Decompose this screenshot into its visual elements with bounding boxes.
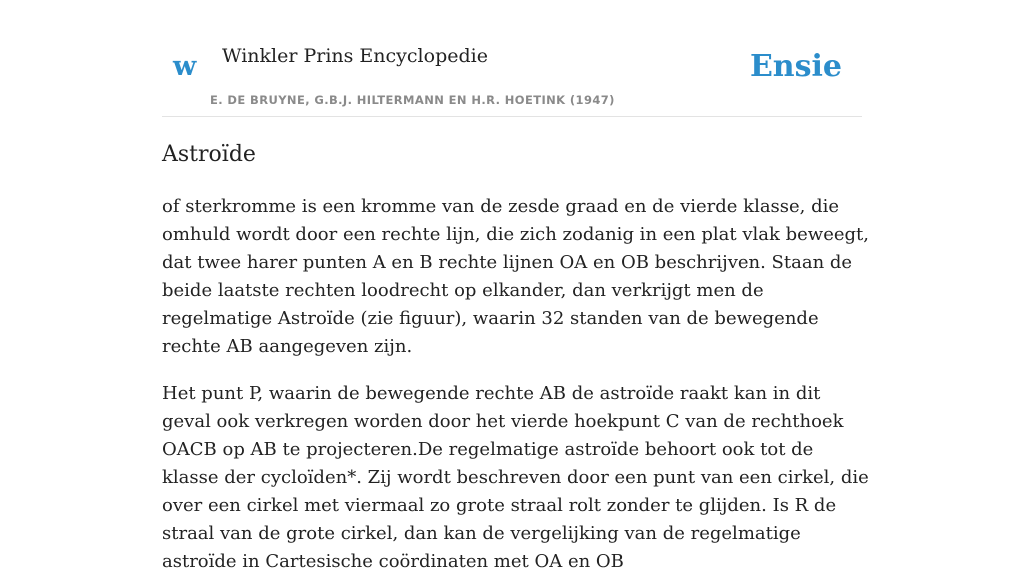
article	[162, 140, 874, 576]
book-authors: E. DE BRUYNE, G.B.J. HILTERMANN EN H.R. HOETINK (1947)	[210, 93, 615, 107]
site-header	[162, 0, 862, 117]
book-title[interactable]: Winkler Prins Encyclopedie	[222, 45, 488, 67]
winkler-prins-logo[interactable]: w	[173, 51, 197, 82]
article-paragraph: of sterkromme is een kromme van de zesde graad en de vierde klasse, die omhuld wordt door een rechte lijn, die zich zodanig in een plat vlak beweegt, dat twee harer punten A en B rechte lijnen OA en OB beschrijven. Staan de beide laatste rechten loodrecht op elkander, dan verkrijgt men de regelmatige Astroïde (zie figuur), waarin 32 standen van de bewegende rechte AB aangegeven zijn.	[162, 196, 869, 357]
ensie-logo[interactable]: Ensie	[749, 49, 842, 84]
article-paragraph: Het punt P, waarin de bewegende rechte AB de astroïde raakt kan in dit geval ook verkregen worden door het vierde hoekpunt C van de rechthoek OACB op AB te projecteren.De regelmatige astroïde behoort ook tot de klasse der cycloïden*. Zij wordt beschreven door een punt van een cirkel, die over een cirkel met viermaal zo grote straal rolt zonder te glijden. Is R de straal van de grote cirkel, dan kan de vergelijking van de regelmatige astroïde in Cartesische coördinaten met OA en OB	[162, 383, 869, 572]
article-title: Astroïde	[162, 142, 256, 167]
